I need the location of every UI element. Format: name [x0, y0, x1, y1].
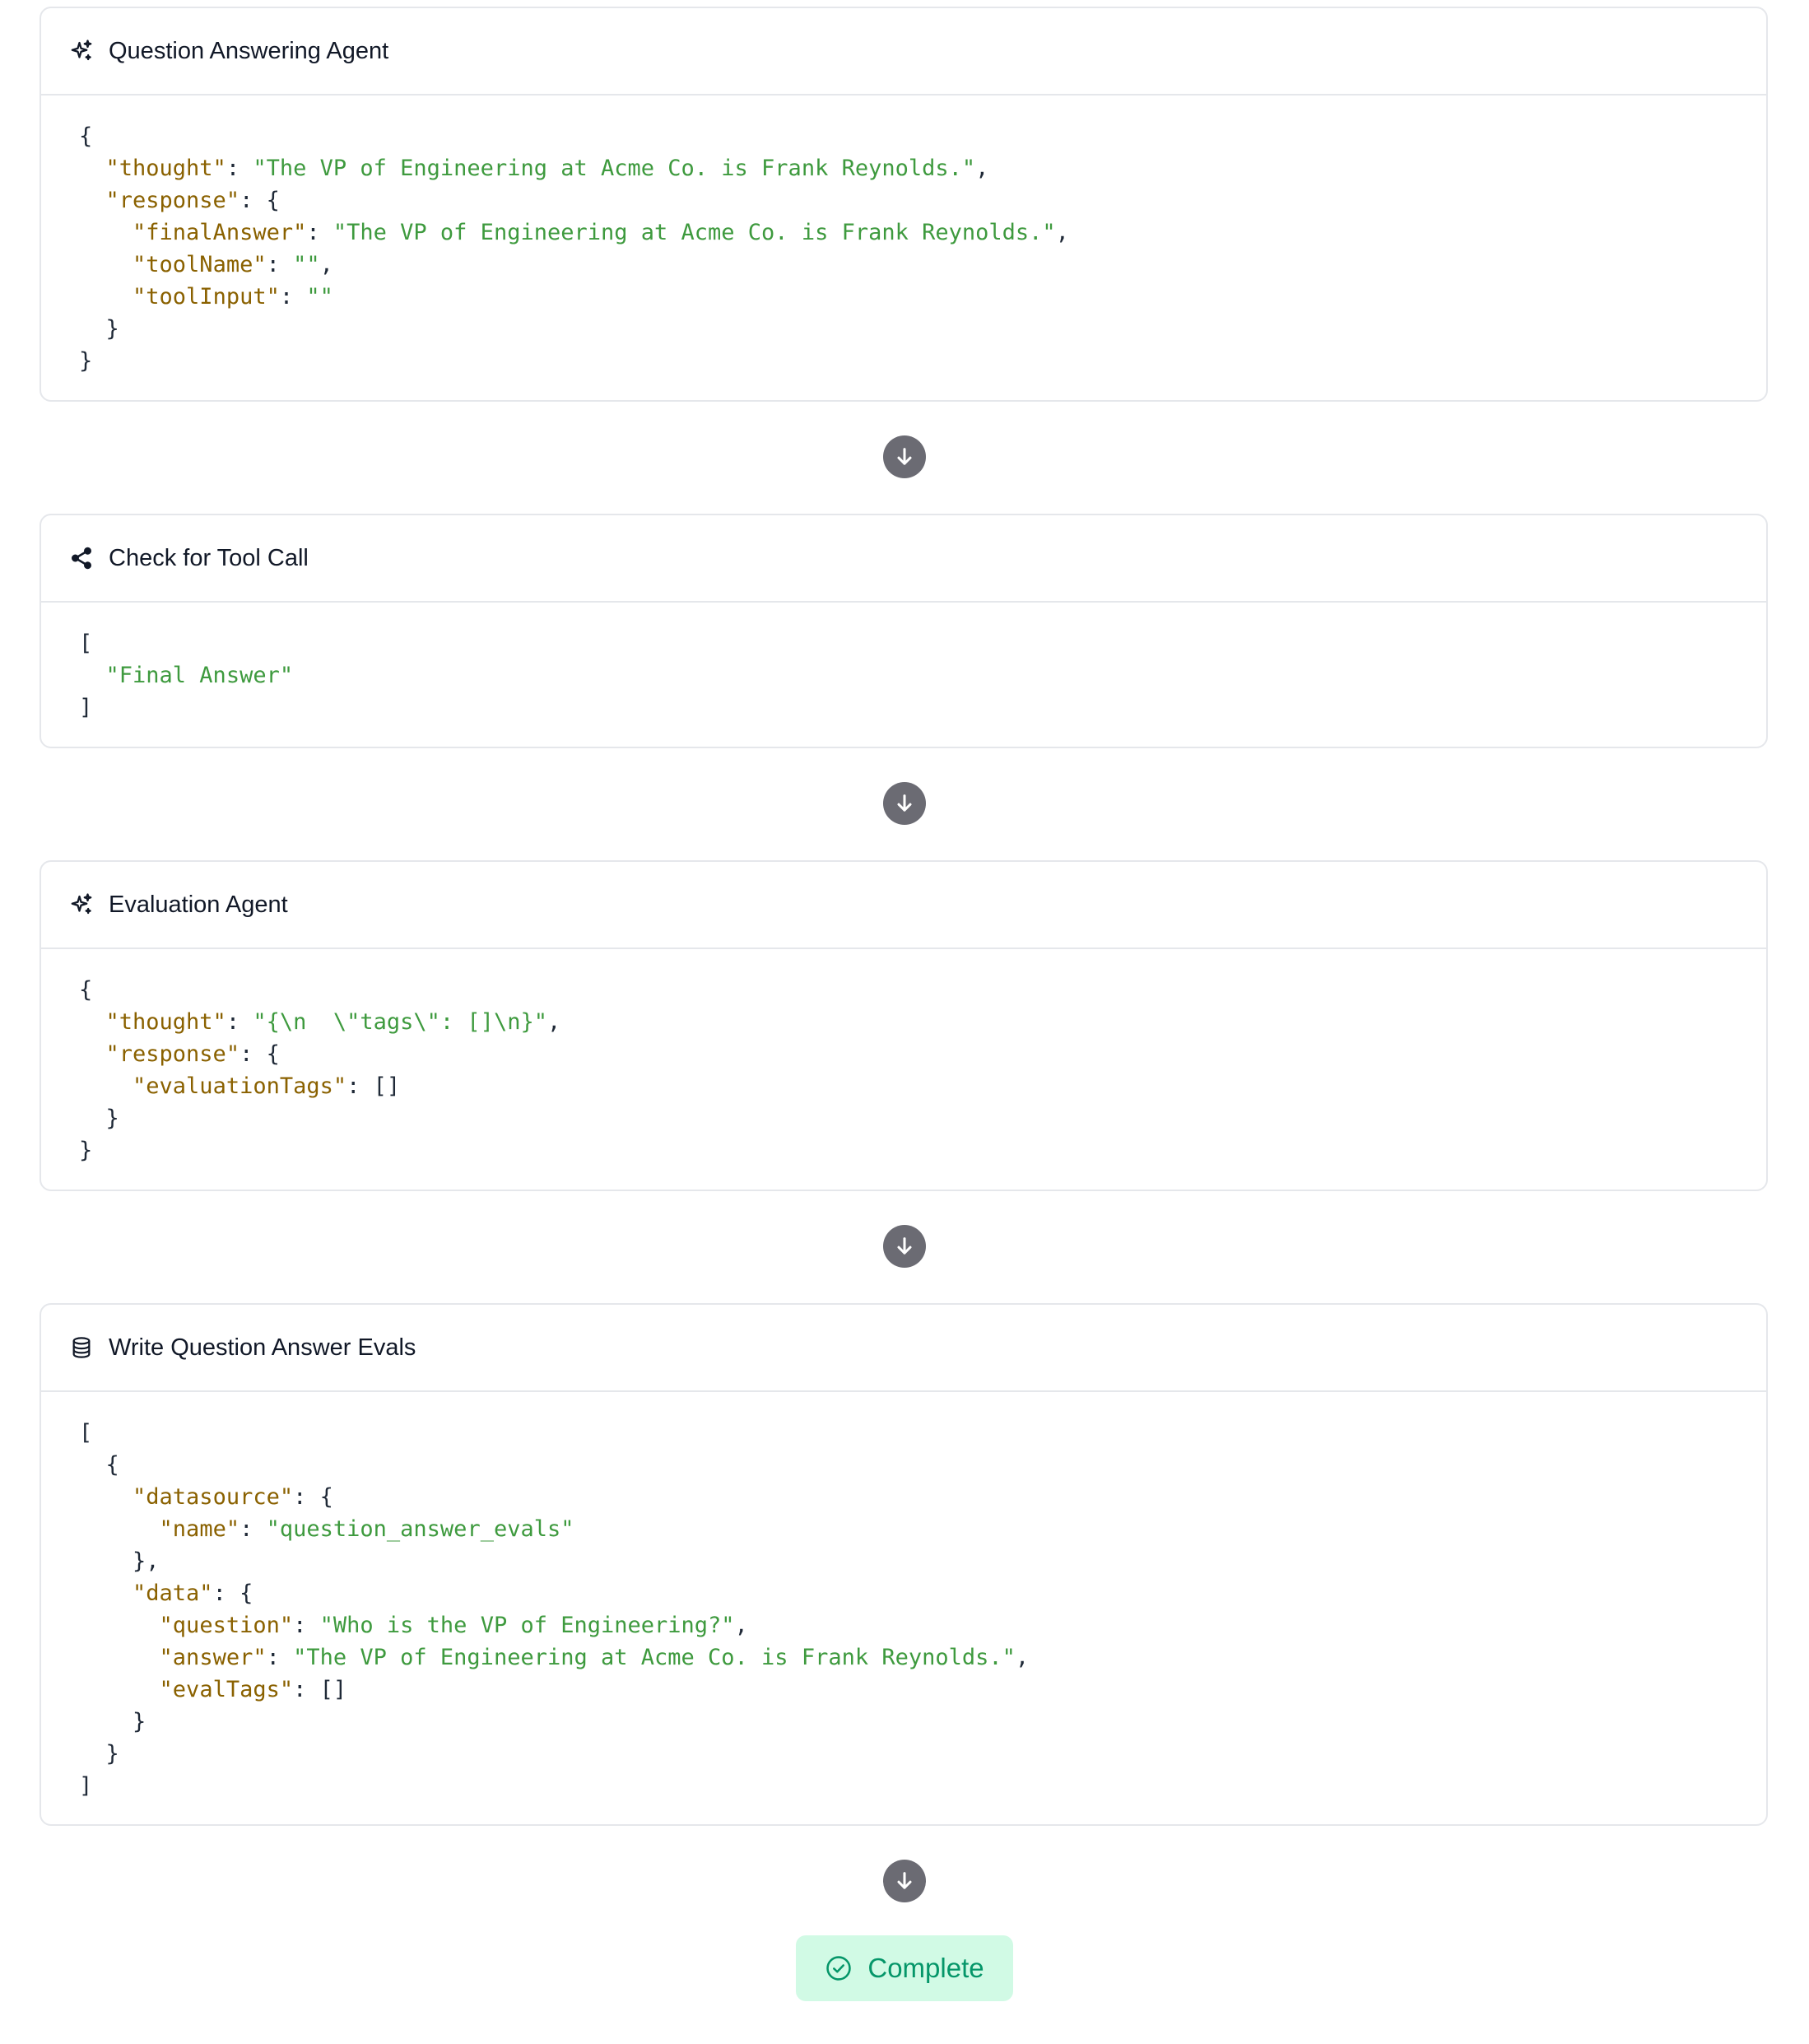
- json-punctuation: }: [79, 1741, 119, 1767]
- json-key: "finalAnswer": [133, 220, 307, 245]
- json-punctuation: [79, 1073, 133, 1099]
- json-punctuation: [79, 663, 106, 688]
- step-header[interactable]: [41, 8, 1766, 95]
- json-punctuation: },: [79, 1548, 160, 1574]
- code-line: [79, 188, 280, 213]
- json-punctuation: [: [79, 631, 93, 656]
- code-line: [79, 348, 92, 374]
- code-line: [79, 1106, 119, 1131]
- arrow-down-icon: [893, 445, 916, 468]
- json-punctuation: {: [79, 1452, 119, 1478]
- json-string: "The VP of Engineering at Acme Co. is Frank Reynolds.": [333, 220, 1056, 245]
- json-punctuation: ]: [79, 695, 93, 720]
- arrow-down-icon: [893, 792, 916, 815]
- json-punctuation: : []: [346, 1073, 401, 1099]
- json-punctuation: {: [79, 977, 93, 1003]
- json-key: "answer": [159, 1645, 267, 1670]
- json-punctuation: ,: [1015, 1645, 1030, 1670]
- json-string: "Final Answer": [105, 663, 294, 688]
- json-string: "": [293, 252, 320, 277]
- json-string: "question_answer_evals": [266, 1516, 574, 1542]
- code-line: [79, 1073, 400, 1099]
- share-icon: [69, 546, 94, 570]
- code-line: [79, 663, 293, 688]
- json-key: "toolName": [133, 252, 267, 277]
- status-label: Complete: [867, 1953, 984, 1983]
- json-string: "The VP of Engineering at Acme Co. is Frank Reynolds.": [293, 1645, 1016, 1670]
- database-icon: [69, 1335, 94, 1360]
- step-card-question-answering-agent: [40, 7, 1768, 402]
- json-punctuation: ,: [734, 1613, 748, 1638]
- json-punctuation: {: [79, 123, 93, 149]
- code-line: [79, 1420, 92, 1446]
- code-line: [79, 252, 333, 277]
- json-punctuation: }: [79, 1709, 146, 1734]
- code-line: [79, 1548, 160, 1574]
- step-title: Write Question Answer Evals: [109, 1334, 416, 1361]
- json-punctuation: [79, 1484, 133, 1510]
- json-key: "question": [159, 1613, 294, 1638]
- json-punctuation: :: [239, 1516, 267, 1542]
- arrow-down-icon: [893, 1235, 916, 1258]
- json-punctuation: : []: [293, 1677, 347, 1702]
- step-card-write-question-answer-evals: [40, 1303, 1768, 1826]
- code-line: [79, 1773, 92, 1799]
- code-line: [79, 977, 92, 1003]
- sparkles-icon: [69, 39, 94, 63]
- json-key: "data": [133, 1581, 213, 1606]
- json-punctuation: [79, 156, 106, 181]
- json-punctuation: ,: [975, 156, 989, 181]
- json-key: "response": [105, 1041, 240, 1067]
- json-punctuation: }: [79, 1106, 119, 1131]
- json-punctuation: :: [226, 156, 253, 181]
- code-line: [79, 1677, 346, 1702]
- json-punctuation: [79, 1581, 133, 1606]
- json-punctuation: [79, 220, 133, 245]
- json-punctuation: : {: [293, 1484, 333, 1510]
- check-circle-icon: [825, 1954, 853, 1982]
- json-key: "evaluationTags": [133, 1073, 347, 1099]
- json-string: "Who is the VP of Engineering?": [319, 1613, 735, 1638]
- step-title: Evaluation Agent: [109, 891, 288, 918]
- step-title: Check for Tool Call: [109, 544, 309, 571]
- flow-arrow: [883, 1860, 926, 1902]
- code-line: [79, 695, 92, 720]
- json-punctuation: :: [266, 252, 294, 277]
- code-line: [79, 1709, 146, 1734]
- json-punctuation: [79, 284, 133, 310]
- json-output: [79, 120, 1766, 377]
- code-line: [79, 1741, 119, 1767]
- sparkles-icon: [69, 892, 94, 917]
- step-output: [41, 95, 1766, 377]
- json-key: "datasource": [133, 1484, 294, 1510]
- json-string: "": [306, 284, 333, 310]
- json-punctuation: [79, 1041, 106, 1067]
- code-line: [79, 316, 119, 342]
- step-title: Question Answering Agent: [109, 37, 389, 64]
- json-punctuation: [79, 1645, 160, 1670]
- step-output: [41, 603, 1766, 724]
- json-punctuation: }: [79, 1138, 93, 1163]
- code-line: [79, 220, 1069, 245]
- step-header[interactable]: [41, 862, 1766, 949]
- code-line: [79, 1138, 92, 1163]
- code-line: [79, 1452, 119, 1478]
- flow-arrow: [883, 782, 926, 825]
- code-line: [79, 1041, 280, 1067]
- step-header[interactable]: [41, 515, 1766, 603]
- json-punctuation: [79, 1613, 160, 1638]
- json-output: [79, 1417, 1766, 1802]
- json-punctuation: : {: [239, 188, 280, 213]
- json-key: "response": [105, 188, 240, 213]
- json-punctuation: }: [79, 316, 119, 342]
- json-punctuation: [79, 1516, 160, 1542]
- json-punctuation: ]: [79, 1773, 93, 1799]
- code-line: [79, 284, 333, 310]
- complete-status-badge: [796, 1935, 1013, 2001]
- json-punctuation: :: [306, 220, 333, 245]
- json-output: [79, 974, 1766, 1166]
- json-punctuation: ,: [319, 252, 333, 277]
- json-punctuation: : {: [212, 1581, 253, 1606]
- json-punctuation: :: [266, 1645, 294, 1670]
- code-line: [79, 1009, 560, 1035]
- json-punctuation: [79, 252, 133, 277]
- json-key: "evalTags": [159, 1677, 294, 1702]
- step-output: [41, 1392, 1766, 1802]
- json-key: "thought": [105, 1009, 226, 1035]
- json-punctuation: [79, 1009, 106, 1035]
- code-line: [79, 1484, 333, 1510]
- json-punctuation: ,: [1055, 220, 1069, 245]
- json-punctuation: [79, 188, 106, 213]
- code-line: [79, 1645, 1029, 1670]
- json-punctuation: [79, 1677, 160, 1702]
- json-output: [79, 627, 1766, 724]
- json-punctuation: :: [293, 1613, 320, 1638]
- arrow-down-icon: [893, 1869, 916, 1893]
- code-line: [79, 1613, 748, 1638]
- json-punctuation: }: [79, 348, 93, 374]
- json-key: "name": [159, 1516, 240, 1542]
- json-punctuation: :: [279, 284, 307, 310]
- step-card-check-for-tool-call: [40, 514, 1768, 748]
- json-string: "The VP of Engineering at Acme Co. is Frank Reynolds.": [253, 156, 976, 181]
- step-header[interactable]: [41, 1305, 1766, 1392]
- json-punctuation: ,: [546, 1009, 561, 1035]
- flow-arrow: [883, 1225, 926, 1268]
- flow-arrow: [883, 435, 926, 478]
- code-line: [79, 631, 92, 656]
- json-string: "{\n \"tags\": []\n}": [253, 1009, 547, 1035]
- step-output: [41, 949, 1766, 1166]
- json-key: "thought": [105, 156, 226, 181]
- code-line: [79, 1581, 253, 1606]
- json-key: "toolInput": [133, 284, 280, 310]
- json-punctuation: [: [79, 1420, 93, 1446]
- json-punctuation: : {: [239, 1041, 280, 1067]
- code-line: [79, 1516, 574, 1542]
- json-punctuation: :: [226, 1009, 253, 1035]
- code-line: [79, 123, 92, 149]
- code-line: [79, 156, 988, 181]
- step-card-evaluation-agent: [40, 860, 1768, 1191]
